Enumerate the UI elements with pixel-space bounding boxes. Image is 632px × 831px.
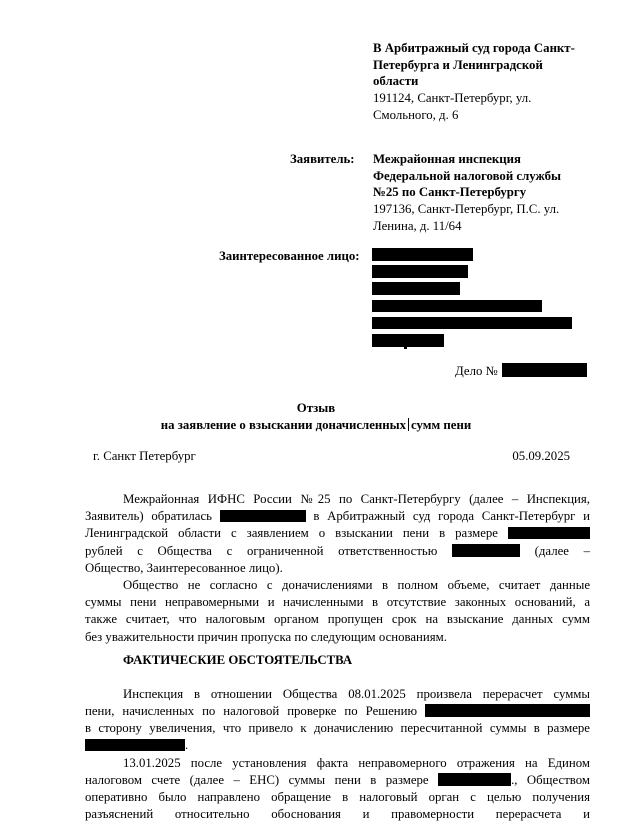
court-name-line: Петербурга и Ленинградской (373, 57, 543, 72)
spellcheck-squiggle-icon (417, 306, 461, 312)
case-number-row (455, 363, 587, 380)
section-heading: ФАКТИЧЕСКИЕ ОБСТОЯТЕЛЬСТВА (123, 652, 353, 667)
paragraph-line: Межрайонная ИФНС России №25 по Санкт-Петербургу (далее – Инспекция, (123, 492, 590, 506)
document-body (85, 491, 590, 823)
applicant-address-line: 197136, Санкт-Петербург, П.С. ул. (373, 202, 560, 217)
redaction-bar (502, 363, 587, 377)
paragraph-line: разъяснений относительно обоснования и правомерности перерасчета и (85, 807, 590, 822)
interested-party-redactions (372, 248, 572, 351)
paragraph-line: рублей с Общества с ограниченной ответственностью (далее – (85, 543, 590, 558)
redaction-bar (425, 704, 590, 717)
redaction-bar (372, 282, 460, 295)
redaction-bar (438, 773, 511, 786)
court-name-line: В Арбитражный суд города Санкт- (373, 41, 575, 55)
applicant-label: Заявитель: (290, 152, 355, 166)
applicant-name-line: Межрайонная инспекция (373, 152, 521, 166)
redaction-bar (85, 739, 185, 752)
redaction-bar (372, 248, 473, 261)
date-value: 05.09.2025 (512, 449, 570, 463)
paragraph-line: Инспекция в отношении Общества 08.01.2025 произвела перерасчет суммы (123, 686, 590, 701)
paragraph-line: Ленинградской области с заявлением о взыскании пени в размере (85, 525, 590, 542)
court-address-line: 191124, Санкт-Петербург, ул. (373, 91, 532, 106)
paragraph-line: налоговом счете (далее – ЕНС) суммы пени в размере ., Обществом (85, 772, 591, 787)
case-number-label: Дело № (455, 364, 498, 378)
redaction-bar (220, 510, 306, 523)
court-name-line: области (373, 74, 419, 89)
paragraph-line: Заявитель) обратилась в Арбитражный суд города Санкт-Петербург и (85, 509, 590, 524)
paragraph-line: в сторону увеличения, что привело к доначислению пересчитанной суммы в размере (85, 721, 590, 736)
paragraph-line: Общество, Заинтересованное лицо). (85, 560, 283, 575)
paragraph-line: Общество не согласно с доначислениями в полном объеме, считает данные (123, 577, 590, 592)
redaction-bar (372, 334, 444, 347)
court-address-block (373, 40, 575, 124)
paragraph-line: также считает, что налоговым органом пропущен срок на взыскание данных сумм (85, 612, 590, 627)
spellcheck-squiggle-icon (530, 323, 572, 329)
document-title: Отзыв (296, 401, 336, 415)
applicant-address-line: Ленина, д. 11/64 (373, 218, 462, 233)
redaction-bar (452, 544, 520, 557)
paragraph-line: оперативно было направлено обращение в налоговый орган с целью получения (85, 790, 590, 805)
paragraph-line: пени, начисленных по налоговой проверке по Решению (85, 703, 590, 720)
spellcheck-squiggle-icon (372, 323, 442, 329)
redaction-bar (508, 527, 590, 540)
applicant-name-line: №25 по Санкт-Петербургу (373, 185, 527, 200)
text-cursor (408, 418, 409, 431)
applicant-block (373, 151, 561, 235)
city-label: г. Санкт Петербург (93, 449, 196, 463)
paragraph-line: . (85, 737, 590, 754)
interested-party-label: Заинтересованное лицо: (219, 249, 360, 263)
applicant-name-line: Федеральной налоговой службы (373, 168, 561, 183)
paragraph-line: без уважительности причин пропуска по следующим основаниям. (85, 629, 447, 644)
paragraph-line: суммы пени неправомерными и начисленными в отсутствие законных оснований, а (85, 595, 590, 610)
paragraph-line: 13.01.2025 после установления факта неправомерного отражения на Едином (123, 755, 590, 770)
document-subtitle: на заявление о взыскании доначисленных сумм пени (160, 418, 472, 432)
redaction-bar (372, 265, 468, 278)
date-line (85, 448, 590, 465)
court-address-line: Смольного, д. 6 (373, 107, 459, 122)
text-descender-mark (404, 345, 407, 349)
